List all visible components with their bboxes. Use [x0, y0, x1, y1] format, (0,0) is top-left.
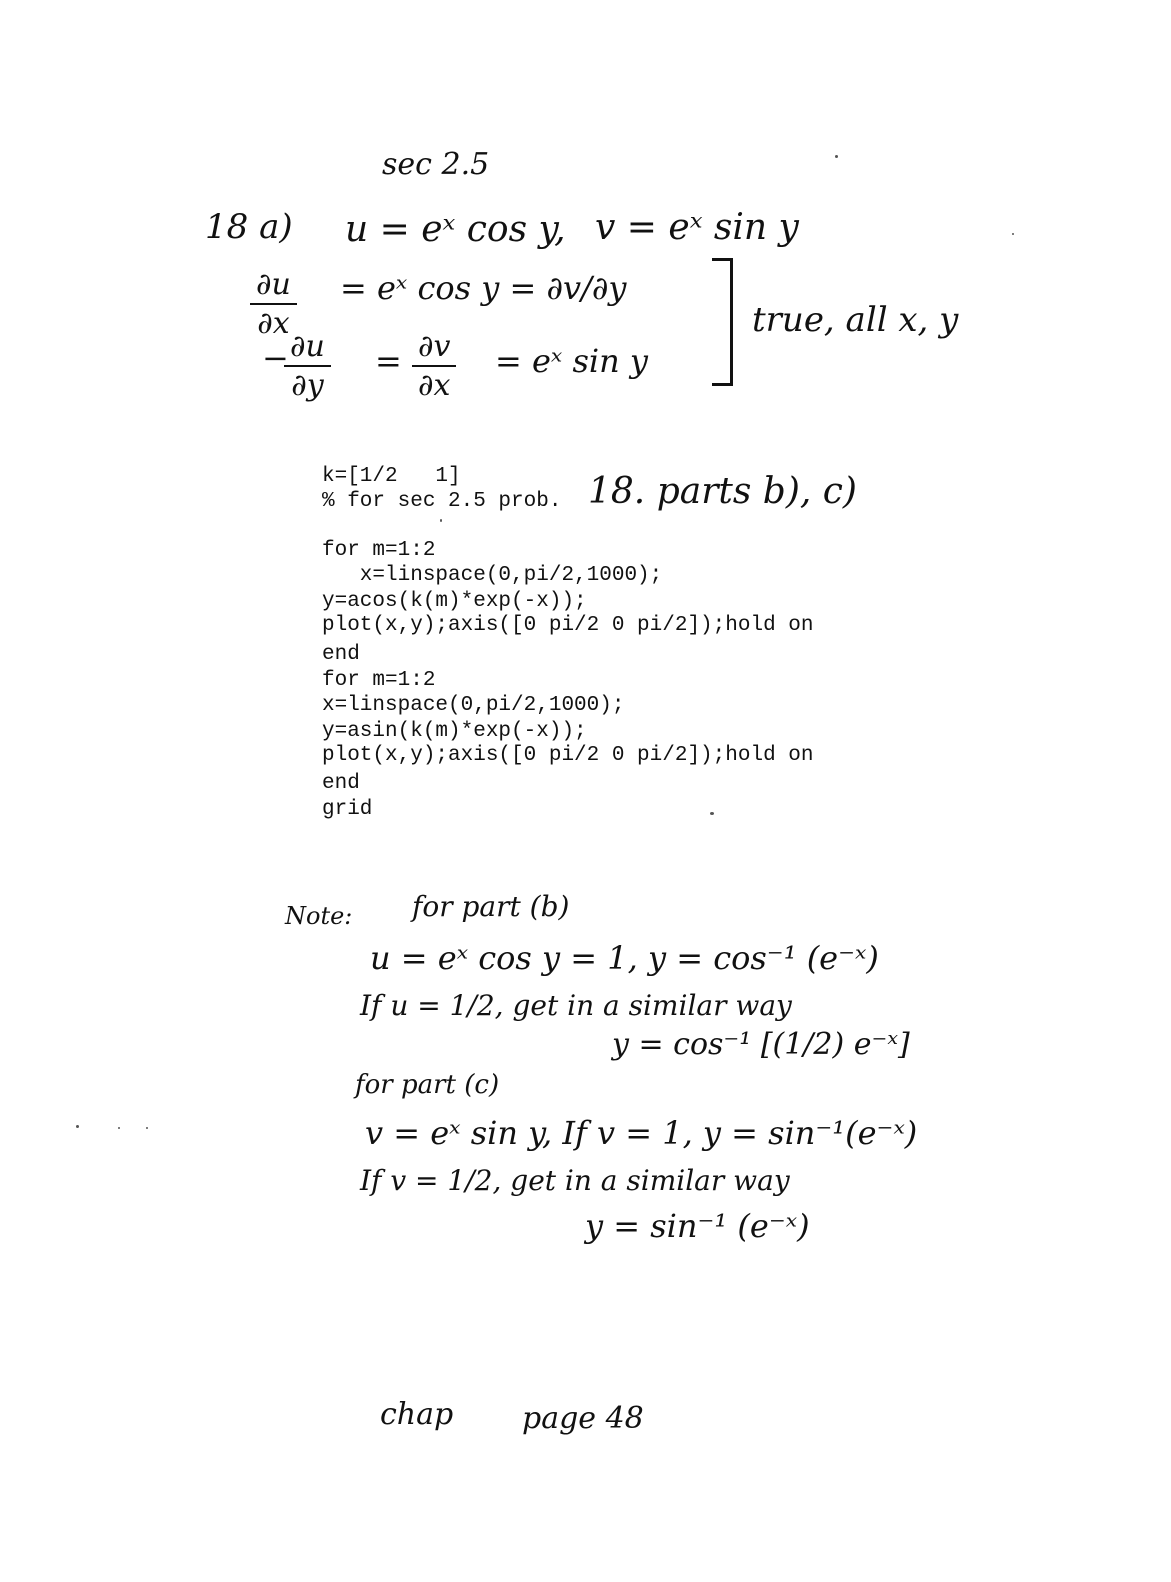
code-line: y=acos(k(m)*exp(-x)); — [322, 590, 587, 613]
code-line: end — [322, 772, 360, 795]
fraction-bar — [284, 365, 331, 367]
right-bracket — [712, 258, 733, 386]
equation2-numerator-left: ∂u — [290, 329, 325, 364]
scan-speck — [146, 1127, 148, 1129]
fraction-bar — [412, 365, 456, 367]
conclusion-text: true, all x, y — [752, 300, 959, 340]
scan-speck — [835, 155, 838, 158]
equation2-numerator-right: ∂v — [418, 329, 451, 364]
code-line: end — [322, 643, 360, 666]
code-line-k: k=[1/2 1] — [322, 465, 461, 488]
part-b-line3: y = cos⁻¹ [(1/2) e⁻ˣ] — [612, 1027, 910, 1062]
part-b-line1: u = eˣ cos y = 1, y = cos⁻¹ (e⁻ˣ) — [370, 939, 879, 977]
code-line: for m=1:2 — [322, 669, 436, 692]
part-c-line1: v = eˣ sin y, If v = 1, y = sin⁻¹(e⁻ˣ) — [365, 1114, 918, 1152]
footer-page: page 48 — [522, 1401, 644, 1436]
equation2-fraction-left — [284, 330, 331, 402]
section-heading: sec 2.5 — [382, 147, 490, 182]
code-line: for m=1:2 — [322, 539, 436, 562]
code-line: x=linspace(0,pi/2,1000); — [322, 694, 625, 717]
equation2-fraction-right — [412, 330, 456, 402]
code-line-comment: % for sec 2.5 prob. — [322, 490, 562, 513]
equation2-denominator-right: ∂x — [418, 368, 451, 403]
equation2-equals: = — [375, 342, 402, 380]
problem-label: 18 a) — [205, 207, 293, 247]
footer-chap: chap — [380, 1397, 454, 1432]
part-b-heading: for part (b) — [412, 890, 570, 923]
fraction-bar — [250, 303, 297, 305]
equation1-denominator: ∂x — [257, 306, 290, 341]
code-handwritten-annotation: 18. parts b), c) — [588, 471, 857, 512]
u-definition: u = eˣ cos y, — [345, 209, 566, 250]
note-label: Note: — [285, 902, 353, 930]
part-c-line2: If v = 1/2, get in a similar way — [360, 1164, 790, 1197]
equation2-denominator-left: ∂y — [291, 368, 324, 403]
code-line: plot(x,y);axis([0 pi/2 0 pi/2]);hold on — [322, 744, 814, 767]
part-b-line2: If u = 1/2, get in a similar way — [360, 989, 792, 1022]
part-c-heading: for part (c) — [355, 1070, 500, 1100]
equation1-numerator: ∂u — [256, 267, 291, 302]
scan-speck — [118, 1127, 120, 1129]
equation2-rhs: = eˣ sin y — [495, 342, 648, 380]
code-line: grid — [322, 798, 373, 821]
part-c-line3: y = sin⁻¹ (e⁻ˣ) — [585, 1207, 810, 1245]
scan-speck — [440, 519, 442, 522]
scan-speck — [1012, 233, 1014, 235]
scan-speck — [76, 1125, 79, 1128]
code-line: x=linspace(0,pi/2,1000); — [322, 564, 663, 587]
equation1-rhs: = eˣ cos y = ∂v/∂y — [340, 269, 627, 307]
equation2-minus: − — [262, 339, 289, 377]
code-line: plot(x,y);axis([0 pi/2 0 pi/2]);hold on — [322, 614, 814, 637]
code-line: y=asin(k(m)*exp(-x)); — [322, 720, 587, 743]
v-definition: v = eˣ sin y — [595, 207, 799, 248]
scan-speck — [710, 812, 714, 815]
